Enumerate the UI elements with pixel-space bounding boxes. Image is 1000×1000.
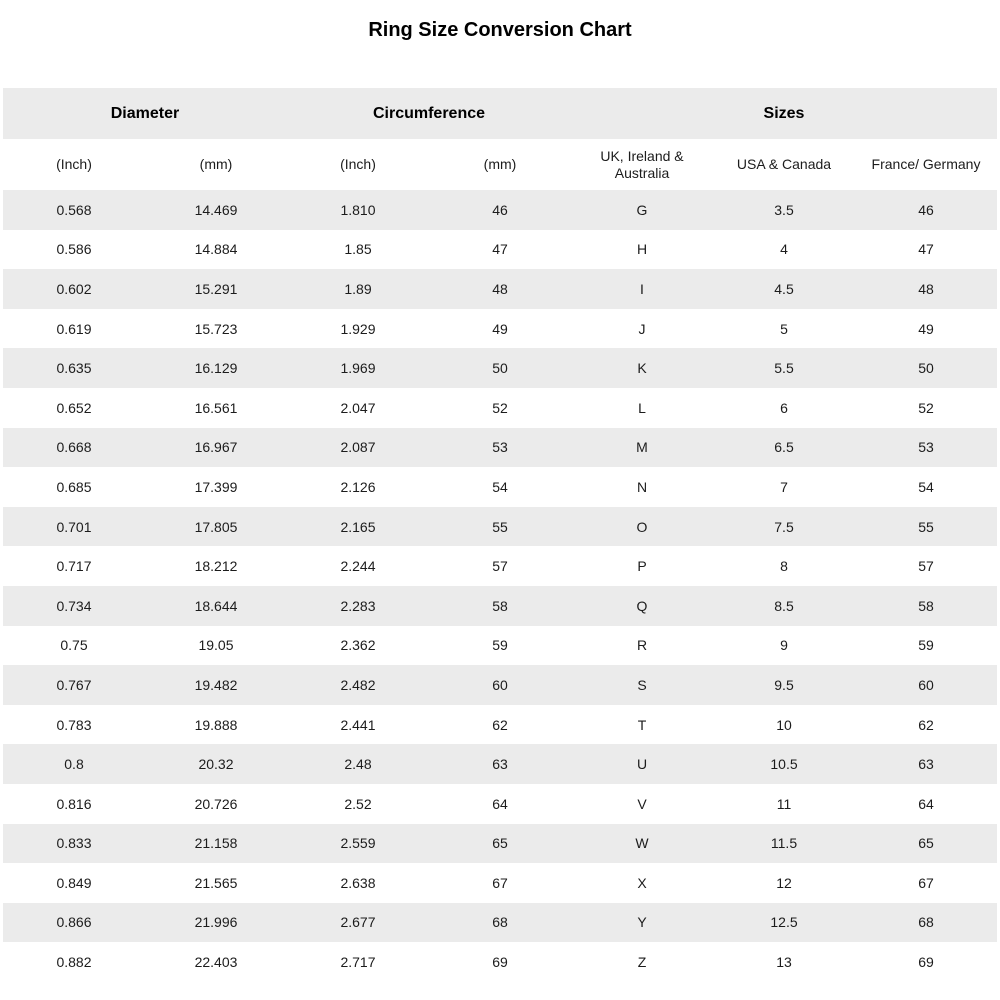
table-cell: W bbox=[635, 835, 649, 852]
table-cell: M bbox=[636, 439, 648, 456]
column-header-usa-canada: USA & Canada bbox=[713, 139, 855, 190]
table-cell: 52 bbox=[918, 399, 934, 416]
table-cell: 58 bbox=[918, 597, 934, 614]
table-cell: Q bbox=[636, 597, 648, 614]
group-header-circumference: Circumference bbox=[287, 88, 571, 139]
table-cell: G bbox=[636, 201, 648, 218]
table-cell: 1.969 bbox=[340, 360, 376, 377]
table-cell: 0.668 bbox=[56, 439, 92, 456]
page-title: Ring Size Conversion Chart bbox=[368, 19, 632, 41]
table-cell: 0.602 bbox=[56, 280, 92, 297]
table-cell: 2.48 bbox=[344, 756, 372, 773]
table-cell: 52 bbox=[492, 399, 508, 416]
table-cell: 3.5 bbox=[774, 201, 794, 218]
table-cell: 46 bbox=[492, 201, 508, 218]
table-cell: 0.767 bbox=[56, 676, 92, 693]
table-cell: 58 bbox=[492, 597, 508, 614]
table-cell: I bbox=[640, 280, 644, 297]
table-row bbox=[3, 863, 997, 903]
table-row bbox=[3, 309, 997, 349]
table-cell: 0.619 bbox=[56, 320, 92, 337]
column-header-row bbox=[3, 139, 997, 190]
table-cell: 69 bbox=[492, 954, 508, 971]
group-header-sizes: Sizes bbox=[571, 88, 997, 139]
table-cell: 60 bbox=[918, 676, 934, 693]
table-row bbox=[3, 269, 997, 309]
table-cell: 2.677 bbox=[340, 914, 376, 931]
table-cell: 67 bbox=[492, 874, 508, 891]
table-cell: 12 bbox=[776, 874, 792, 891]
table-row bbox=[3, 388, 997, 428]
table-cell: 2.126 bbox=[340, 478, 376, 495]
table-cell: 19.888 bbox=[194, 716, 238, 733]
table-cell: 14.469 bbox=[194, 201, 238, 218]
table-cell: S bbox=[637, 676, 647, 693]
table-cell: 0.75 bbox=[60, 637, 88, 654]
table-cell: 2.165 bbox=[340, 518, 376, 535]
table-row bbox=[3, 467, 997, 507]
column-header-uk-ireland-australia: UK, Ireland & Australia bbox=[571, 139, 713, 190]
table-cell: 14.884 bbox=[194, 241, 238, 258]
table-cell: 60 bbox=[492, 676, 508, 693]
column-header-diameter-mm: (mm) bbox=[145, 139, 287, 190]
table-cell: 15.291 bbox=[194, 280, 238, 297]
table-row bbox=[3, 348, 997, 388]
table-cell: 2.283 bbox=[340, 597, 376, 614]
column-header-circumference-mm: (mm) bbox=[429, 139, 571, 190]
table-cell: 11.5 bbox=[770, 835, 798, 852]
table-row bbox=[3, 705, 997, 745]
table-cell: 17.399 bbox=[194, 478, 238, 495]
table-cell: 2.244 bbox=[340, 558, 376, 575]
table-cell: 0.717 bbox=[56, 558, 92, 575]
table-cell: 5 bbox=[780, 320, 788, 337]
table-cell: 63 bbox=[492, 756, 508, 773]
table-cell: 10.5 bbox=[770, 756, 798, 773]
table-cell: 47 bbox=[918, 241, 934, 258]
table-cell: N bbox=[636, 478, 648, 495]
table-row bbox=[3, 230, 997, 270]
table-cell: 68 bbox=[492, 914, 508, 931]
table-cell: 64 bbox=[918, 795, 934, 812]
table-cell: 53 bbox=[492, 439, 508, 456]
group-header-diameter: Diameter bbox=[3, 88, 287, 139]
table-cell: 0.8 bbox=[64, 756, 84, 773]
table-cell: 67 bbox=[918, 874, 934, 891]
table-cell: R bbox=[636, 637, 648, 654]
table-cell: 0.734 bbox=[56, 597, 92, 614]
table-cell: 21.996 bbox=[194, 914, 238, 931]
table-cell: 55 bbox=[492, 518, 508, 535]
table-row bbox=[3, 546, 997, 586]
table-cell: 9 bbox=[780, 637, 788, 654]
column-header-france-germany: France/ Germany bbox=[855, 139, 997, 190]
table-cell: 50 bbox=[492, 360, 508, 377]
table-cell: 7 bbox=[780, 478, 788, 495]
table-cell: 48 bbox=[918, 280, 934, 297]
table-cell: 1.929 bbox=[340, 320, 376, 337]
table-cell: 0.652 bbox=[56, 399, 92, 416]
table-cell: 1.810 bbox=[340, 201, 376, 218]
column-header-diameter-inch: (Inch) bbox=[3, 139, 145, 190]
table-row bbox=[3, 190, 997, 230]
table-cell: 48 bbox=[492, 280, 508, 297]
table-cell: 8 bbox=[780, 558, 788, 575]
table-cell: 2.717 bbox=[340, 954, 376, 971]
table-cell: 0.701 bbox=[56, 518, 92, 535]
table-cell: 0.685 bbox=[56, 478, 92, 495]
table-row bbox=[3, 824, 997, 864]
table-cell: 20.32 bbox=[198, 756, 234, 773]
table-cell: 2.638 bbox=[340, 874, 376, 891]
table-cell: 54 bbox=[918, 478, 934, 495]
table-cell: 8.5 bbox=[774, 597, 794, 614]
table-cell: 20.726 bbox=[194, 795, 238, 812]
table-row bbox=[3, 942, 997, 982]
table-cell: P bbox=[637, 558, 647, 575]
table-cell: 10 bbox=[776, 716, 792, 733]
table-cell: 2.047 bbox=[340, 399, 376, 416]
table-cell: 2.559 bbox=[340, 835, 376, 852]
table-cell: 68 bbox=[918, 914, 934, 931]
table-cell: L bbox=[638, 399, 646, 416]
table-cell: X bbox=[637, 874, 647, 891]
table-cell: 49 bbox=[492, 320, 508, 337]
table-cell: H bbox=[636, 241, 648, 258]
table-cell: K bbox=[637, 360, 647, 377]
table-cell: 16.129 bbox=[194, 360, 238, 377]
table-row bbox=[3, 586, 997, 626]
table-cell: 0.833 bbox=[56, 835, 92, 852]
table-cell: 18.644 bbox=[194, 597, 238, 614]
table-cell: V bbox=[637, 795, 647, 812]
table-cell: 59 bbox=[918, 637, 934, 654]
table-cell: 0.816 bbox=[56, 795, 92, 812]
table-cell: 0.586 bbox=[56, 241, 92, 258]
table-cell: 6.5 bbox=[774, 439, 794, 456]
table-cell: 19.482 bbox=[194, 676, 238, 693]
table-row bbox=[3, 665, 997, 705]
table-cell: 69 bbox=[918, 954, 934, 971]
table-cell: 55 bbox=[918, 518, 934, 535]
table-cell: 7.5 bbox=[774, 518, 794, 535]
table-cell: 4 bbox=[780, 241, 788, 258]
table-cell: 12.5 bbox=[770, 914, 798, 931]
table-cell: 2.087 bbox=[340, 439, 376, 456]
column-header-circumference-inch: (Inch) bbox=[287, 139, 429, 190]
table-cell: 13 bbox=[776, 954, 792, 971]
table-cell: 17.805 bbox=[194, 518, 238, 535]
table-cell: 64 bbox=[492, 795, 508, 812]
table-cell: 9.5 bbox=[774, 676, 794, 693]
table-cell: 2.52 bbox=[344, 795, 372, 812]
table-cell: 57 bbox=[492, 558, 508, 575]
table-cell: 5.5 bbox=[774, 360, 794, 377]
group-header-row bbox=[3, 88, 997, 139]
table-cell: 4.5 bbox=[774, 280, 794, 297]
table-cell: 62 bbox=[492, 716, 508, 733]
table-cell: 65 bbox=[492, 835, 508, 852]
table-cell: Z bbox=[637, 954, 647, 971]
table-row bbox=[3, 626, 997, 666]
table-cell: 0.783 bbox=[56, 716, 92, 733]
table-cell: 22.403 bbox=[194, 954, 238, 971]
table-cell: 59 bbox=[492, 637, 508, 654]
table-cell: 6 bbox=[780, 399, 788, 416]
ring-size-table bbox=[3, 88, 997, 982]
table-cell: 2.362 bbox=[340, 637, 376, 654]
table-row bbox=[3, 784, 997, 824]
table-cell: 15.723 bbox=[194, 320, 238, 337]
table-row bbox=[3, 428, 997, 468]
table-cell: 46 bbox=[918, 201, 934, 218]
table-cell: 0.635 bbox=[56, 360, 92, 377]
table-cell: 53 bbox=[918, 439, 934, 456]
table-cell: 57 bbox=[918, 558, 934, 575]
table-cell: U bbox=[636, 756, 648, 773]
table-cell: 2.441 bbox=[340, 716, 376, 733]
table-cell: Y bbox=[637, 914, 647, 931]
table-cell: 16.561 bbox=[194, 399, 238, 416]
table-cell: 63 bbox=[918, 756, 934, 773]
table-cell: 0.849 bbox=[56, 874, 92, 891]
table-cell: 0.882 bbox=[56, 954, 92, 971]
table-body bbox=[3, 190, 997, 982]
table-cell: 0.568 bbox=[56, 201, 92, 218]
table-cell: 1.85 bbox=[344, 241, 372, 258]
table-cell: 19.05 bbox=[198, 637, 234, 654]
table-cell: O bbox=[636, 518, 648, 535]
table-cell: 21.158 bbox=[194, 835, 238, 852]
table-cell: J bbox=[638, 320, 646, 337]
table-cell: 65 bbox=[918, 835, 934, 852]
table-row bbox=[3, 903, 997, 943]
table-cell: 47 bbox=[492, 241, 508, 258]
table-row bbox=[3, 507, 997, 547]
table-cell: 2.482 bbox=[340, 676, 376, 693]
table-cell: 0.866 bbox=[56, 914, 92, 931]
table-cell: T bbox=[637, 716, 647, 733]
table-cell: 11 bbox=[776, 795, 792, 812]
table-cell: 49 bbox=[918, 320, 934, 337]
table-cell: 1.89 bbox=[344, 280, 372, 297]
table-row bbox=[3, 744, 997, 784]
table-cell: 16.967 bbox=[194, 439, 238, 456]
table-cell: 18.212 bbox=[194, 558, 238, 575]
table-cell: 54 bbox=[492, 478, 508, 495]
table-cell: 50 bbox=[918, 360, 934, 377]
table-cell: 21.565 bbox=[194, 874, 238, 891]
table-cell: 62 bbox=[918, 716, 934, 733]
